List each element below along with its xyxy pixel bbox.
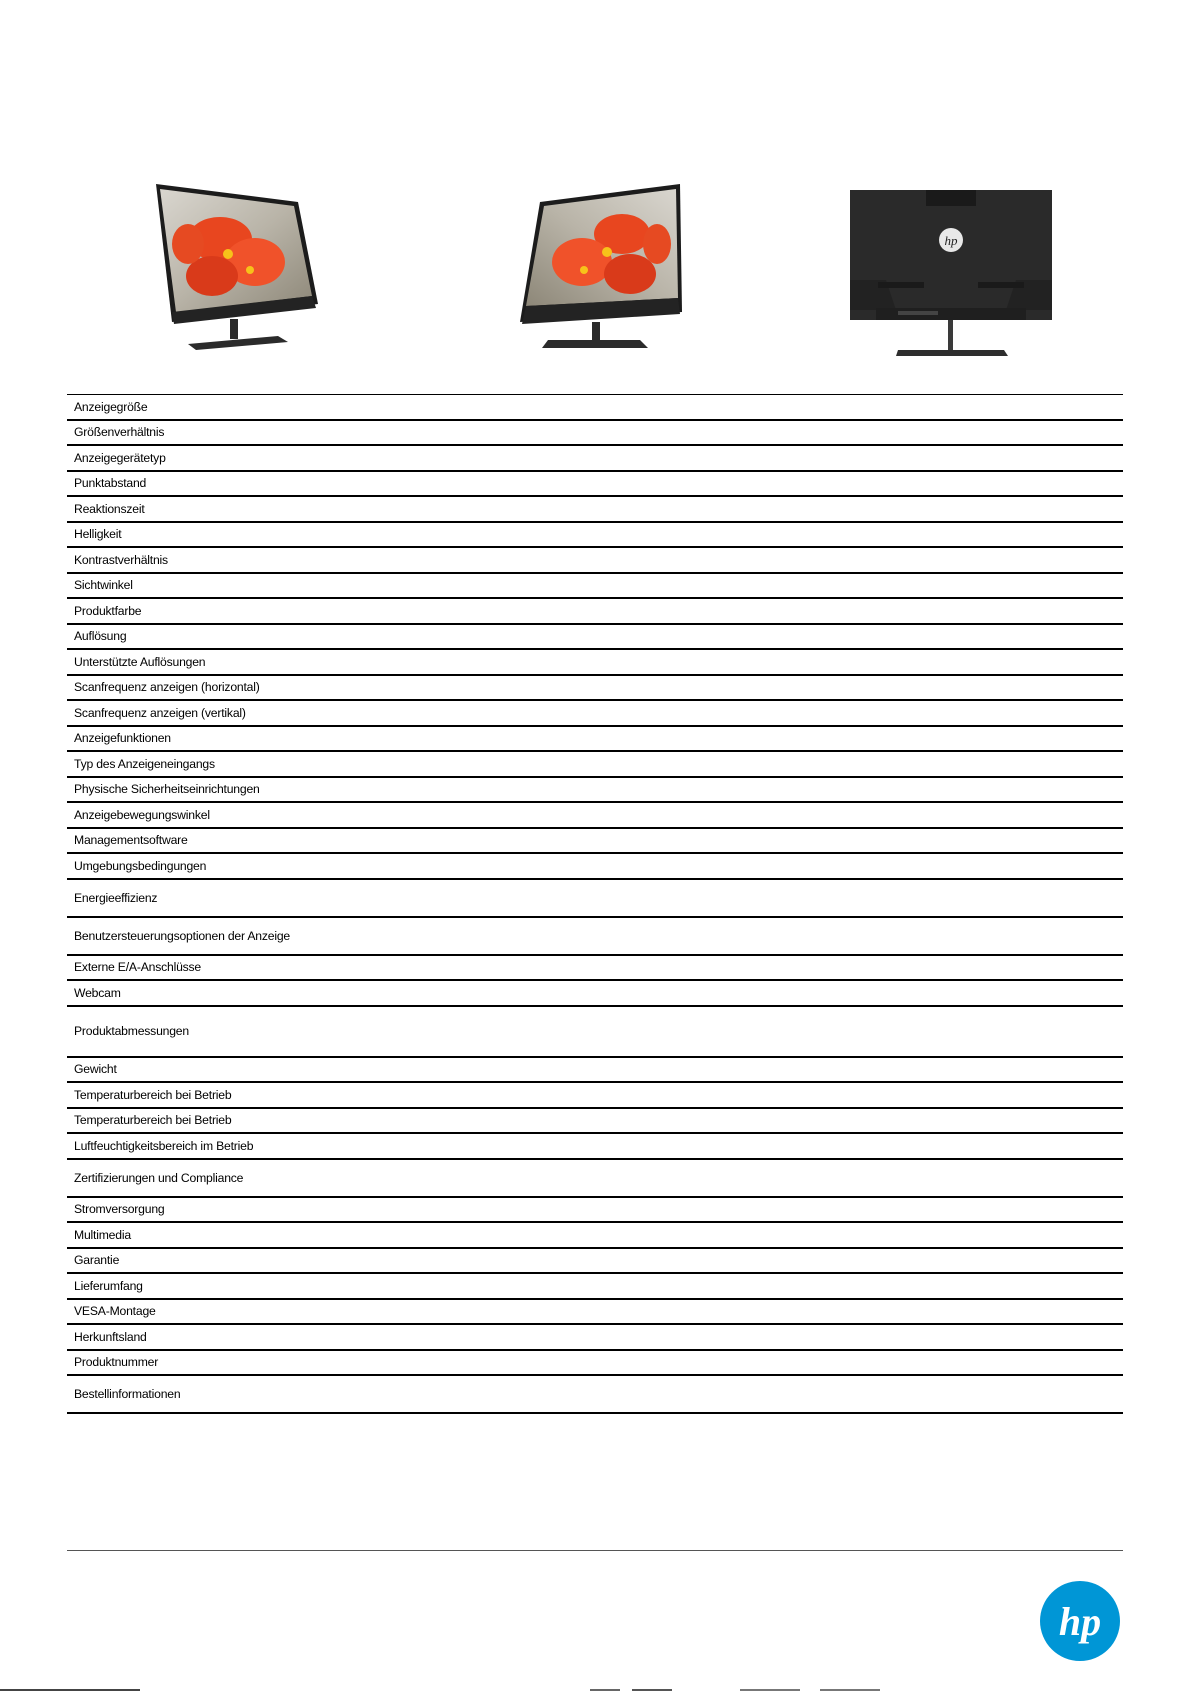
spec-row bbox=[67, 1351, 1123, 1377]
spec-row bbox=[67, 548, 1123, 574]
spec-row bbox=[67, 854, 1123, 880]
spec-row-label: Produktfarbe bbox=[74, 603, 142, 618]
spec-row-label: Reaktionszeit bbox=[74, 501, 145, 516]
spec-row-label: Lieferumfang bbox=[74, 1278, 143, 1293]
spec-row-label: Externe E/A-Anschlüsse bbox=[74, 960, 202, 975]
spec-row-label: Punktabstand bbox=[74, 476, 147, 491]
spec-row bbox=[67, 497, 1123, 523]
spec-row-label: Typ des Anzeigeneingangs bbox=[74, 756, 215, 771]
spec-row bbox=[67, 1160, 1123, 1198]
spec-row-label: Bestellinformationen bbox=[74, 1387, 181, 1401]
spec-row bbox=[67, 778, 1123, 804]
spec-row bbox=[67, 1300, 1123, 1326]
spec-row bbox=[67, 599, 1123, 625]
spec-row bbox=[67, 1058, 1123, 1084]
spec-row-label: Temperaturbereich bei Betrieb bbox=[74, 1113, 232, 1128]
spec-row bbox=[67, 803, 1123, 829]
spec-row-label: Anzeigebewegungswinkel bbox=[74, 807, 210, 822]
spec-row bbox=[67, 1109, 1123, 1135]
spec-row-label: Scanfrequenz anzeigen (vertikal) bbox=[74, 705, 246, 720]
bottom-edge-strip bbox=[0, 1680, 1191, 1685]
spec-row-label: Produktabmessungen bbox=[74, 1024, 189, 1038]
spec-row bbox=[67, 701, 1123, 727]
spec-row bbox=[67, 650, 1123, 676]
spec-row-label: Kontrastverhältnis bbox=[74, 552, 168, 567]
spec-row bbox=[67, 880, 1123, 918]
spec-row-label: Helligkeit bbox=[74, 527, 122, 542]
monitor-front-left-image bbox=[150, 184, 325, 354]
monitor-rear-image bbox=[846, 190, 1056, 360]
spec-row-label: VESA-Montage bbox=[74, 1304, 156, 1319]
spec-row-label: Energieeffizienz bbox=[74, 890, 158, 905]
spec-row bbox=[67, 1249, 1123, 1275]
spec-row-label: Temperaturbereich bei Betrieb bbox=[74, 1087, 232, 1102]
spec-row-label: Gewicht bbox=[74, 1062, 117, 1077]
hp-logo bbox=[1039, 1580, 1121, 1662]
spec-row-label: Produktnummer bbox=[74, 1355, 159, 1370]
spec-row bbox=[67, 956, 1123, 982]
spec-row-label: Unterstützte Auflösungen bbox=[74, 654, 206, 669]
spec-row-label: Physische Sicherheitseinrichtungen bbox=[74, 782, 260, 797]
svg-text:hp: hp bbox=[944, 233, 958, 248]
spec-table bbox=[67, 394, 1123, 1414]
spec-row bbox=[67, 1376, 1123, 1414]
spec-row bbox=[67, 523, 1123, 549]
spec-row-label: Garantie bbox=[74, 1253, 120, 1268]
spec-row-label: Auflösung bbox=[74, 629, 127, 644]
spec-row bbox=[67, 981, 1123, 1007]
spec-row bbox=[67, 625, 1123, 651]
spec-row-label: Größenverhältnis bbox=[74, 425, 165, 440]
product-images bbox=[0, 180, 1191, 380]
spec-row bbox=[67, 421, 1123, 447]
spec-row bbox=[67, 472, 1123, 498]
spec-row bbox=[67, 1274, 1123, 1300]
spec-row-label: Webcam bbox=[74, 985, 121, 1000]
spec-row bbox=[67, 574, 1123, 600]
spec-row bbox=[67, 1134, 1123, 1160]
spec-row-label: Scanfrequenz anzeigen (horizontal) bbox=[74, 680, 260, 695]
spec-row-label: Zertifizierungen und Compliance bbox=[74, 1170, 244, 1185]
spec-row bbox=[67, 752, 1123, 778]
spec-row bbox=[67, 1198, 1123, 1224]
spec-row bbox=[67, 676, 1123, 702]
spec-row-label: Benutzersteuerungsoptionen der Anzeige bbox=[74, 928, 290, 943]
spec-row bbox=[67, 1223, 1123, 1249]
spec-row-label: Luftfeuchtigkeitsbereich im Betrieb bbox=[74, 1138, 254, 1153]
spec-row-label: Anzeigegerätetyp bbox=[74, 450, 166, 465]
spec-row bbox=[67, 727, 1123, 753]
spec-row bbox=[67, 1007, 1123, 1058]
spec-row-label: Managementsoftware bbox=[74, 833, 188, 848]
svg-text:hp: hp bbox=[1058, 1599, 1102, 1644]
spec-row-label: Umgebungsbedingungen bbox=[74, 858, 207, 873]
spec-row bbox=[67, 829, 1123, 855]
spec-row bbox=[67, 395, 1123, 421]
spec-row bbox=[67, 446, 1123, 472]
spec-row-label: Multimedia bbox=[74, 1227, 131, 1242]
spec-row-label: Anzeigefunktionen bbox=[74, 731, 171, 746]
spec-row bbox=[67, 918, 1123, 956]
footer-divider bbox=[67, 1550, 1123, 1551]
spec-row bbox=[67, 1083, 1123, 1109]
spec-row-label: Sichtwinkel bbox=[74, 578, 133, 593]
spec-row-label: Herkunftsland bbox=[74, 1329, 147, 1344]
spec-row-label: Anzeigegröße bbox=[74, 399, 148, 414]
monitor-front-right-image bbox=[512, 184, 687, 354]
spec-row bbox=[67, 1325, 1123, 1351]
spec-row-label: Stromversorgung bbox=[74, 1202, 165, 1217]
